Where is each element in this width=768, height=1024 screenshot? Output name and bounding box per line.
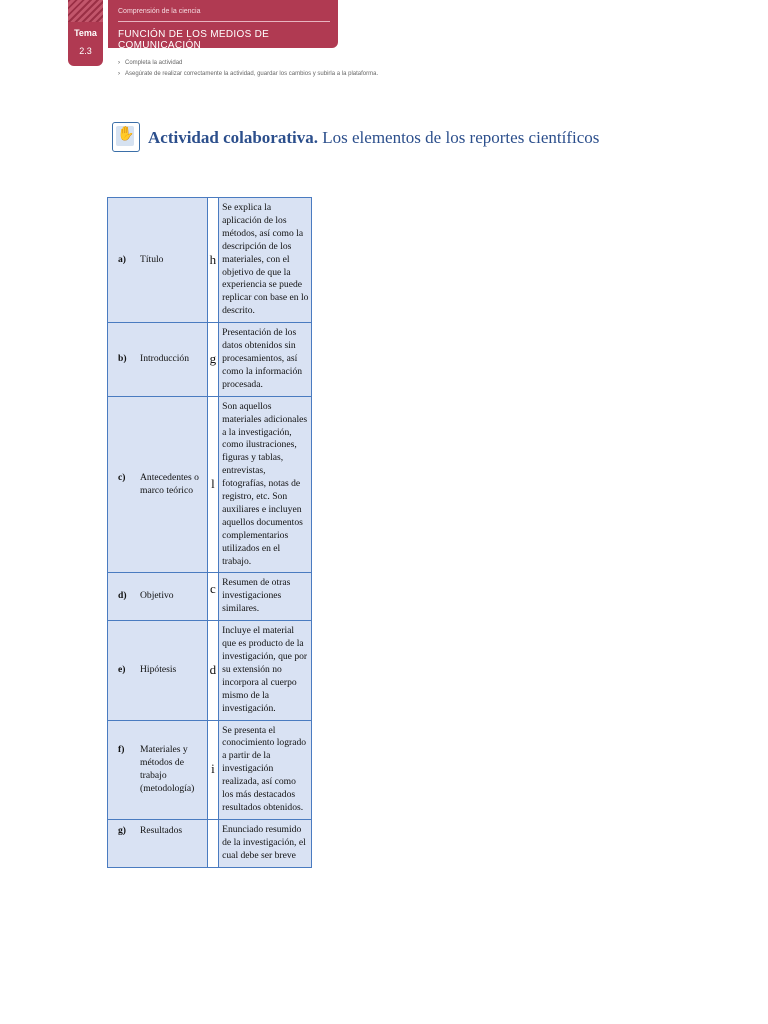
table-row — [108, 396, 312, 573]
matching-table — [107, 197, 312, 868]
answer-text: c — [210, 580, 216, 596]
answer-cell[interactable] — [207, 720, 218, 819]
term-cell — [108, 819, 208, 867]
answer-cell[interactable] — [207, 573, 218, 621]
term-letter: d) — [118, 590, 127, 602]
handshake-icon: ✋ — [117, 126, 135, 142]
term-cell — [108, 198, 208, 323]
term-letter: f) — [118, 743, 125, 755]
tema-number: 2.3 — [79, 46, 92, 56]
term-text: Resultados — [140, 824, 183, 836]
table-row — [108, 621, 312, 720]
tema-pattern — [68, 0, 103, 22]
term-cell — [108, 720, 208, 819]
answer-text: h — [209, 251, 217, 267]
activity-title-rest: Los elementos de los reportes científicos — [318, 128, 600, 147]
term-text: Introducción — [140, 352, 190, 364]
activity-title-bold: Actividad colaborativa. — [148, 128, 318, 147]
description-cell: Enunciado resumido de la investigación, el cual debe ser breve — [219, 819, 312, 867]
bullet-icon: › — [118, 71, 120, 77]
term-letter: e) — [118, 663, 126, 675]
instruction-text: Asegúrate de realizar correctamente la actividad, guardar los cambios y subirla a la plataforma. — [125, 71, 379, 77]
answer-text: l — [211, 476, 215, 492]
term-text: Hipótesis — [140, 663, 177, 675]
term-letter: b) — [118, 352, 127, 364]
description-cell: Incluye el material que es producto de la investigación, que por su extensión no incorpora al cuerpo mismo de la investigación. — [219, 621, 312, 720]
description-cell: Son aquellos materiales adicionales a la investigación, como ilustraciones, figuras y tablas, entrevistas, fotografías, notas de registro, etc. Son auxiliares e incluyen aquellos documentos complementarios utilizados en el trabajo. — [219, 396, 312, 573]
table-row — [108, 198, 312, 323]
instruction-item — [118, 69, 378, 80]
term-cell — [108, 621, 208, 720]
answer-text: i — [211, 761, 215, 777]
description-cell: Resumen de otras investigaciones similares. — [219, 573, 312, 621]
answer-cell[interactable] — [207, 621, 218, 720]
table-row — [108, 323, 312, 397]
bullet-icon: › — [118, 60, 120, 66]
instruction-text: Completa la actividad — [125, 60, 183, 66]
answer-text: d — [209, 661, 217, 677]
term-letter: c) — [118, 471, 126, 483]
table-row — [108, 819, 312, 867]
tema-label: Tema — [74, 28, 97, 38]
term-cell — [108, 573, 208, 621]
term-text: Objetivo — [140, 590, 174, 602]
answer-cell[interactable] — [207, 819, 218, 867]
section-banner — [108, 0, 338, 51]
term-letter: g) — [118, 824, 126, 836]
collaboration-icon — [112, 122, 140, 152]
activity-title — [148, 128, 599, 148]
answer-text: g — [209, 350, 217, 366]
tema-tab — [68, 0, 103, 66]
answer-cell[interactable] — [207, 198, 218, 323]
banner-title: FUNCIÓN DE LOS MEDIOS DE COMUNICACIÓN — [118, 29, 270, 51]
term-cell — [108, 396, 208, 573]
term-cell — [108, 323, 208, 397]
description-cell: Se explica la aplicación de los métodos, así como la descripción de los materiales, con el objetivo de que la experiencia se puede replicar con base en lo descrito. — [219, 198, 312, 323]
term-text: Materiales y métodos de trabajo (metodología) — [140, 743, 195, 794]
banner-kicker: Comprensión de la ciencia — [118, 8, 201, 15]
term-text: Antecedentes o marco teórico — [140, 471, 199, 496]
term-letter: a) — [118, 253, 126, 265]
description-cell: Se presenta el conocimiento logrado a partir de la investigación realizada, así como los más destacados resultados obtenidos. — [219, 720, 312, 819]
description-cell: Presentación de los datos obtenidos sin procesamientos, así como la información procesada. — [219, 323, 312, 397]
table-row — [108, 720, 312, 819]
answer-cell[interactable] — [207, 323, 218, 397]
answer-cell[interactable] — [207, 396, 218, 573]
instructions-list — [118, 58, 378, 80]
table-row — [108, 573, 312, 621]
term-text: Título — [140, 253, 164, 265]
instruction-item — [118, 58, 378, 69]
banner-divider — [118, 21, 330, 22]
